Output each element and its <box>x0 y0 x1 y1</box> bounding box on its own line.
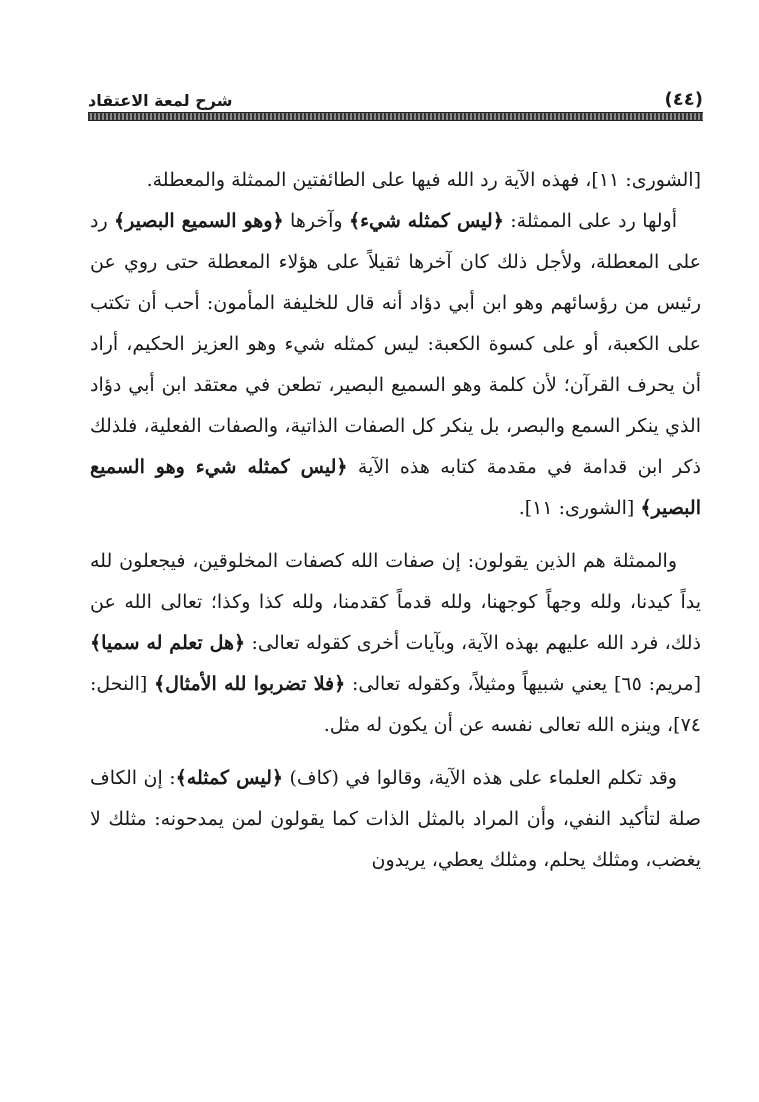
paragraph-4 <box>90 758 701 881</box>
text-segment: والممثلة هم الذين يقولون: إن صفات الله كصفات المخلوقين، فيجعلون لله يداً كيدنا، ولله وجهاً كوجهنا، ولله قدماً كقدمنا، ولله كذا وكذا؛ تعالى الله عن ذلك، فرد الله عليهم بهذه الآية، وبآيات أخرى كقوله تعالى: <box>90 550 702 654</box>
text-segment: [الشورى: ١١]، فهذه الآية رد الله فيها على الطائفتين الممثلة والمعطلة. <box>146 169 701 191</box>
page-number: (٤٤) <box>664 89 703 110</box>
text-segment: [النحل: ٧٤]، وينزه الله تعالى نفسه عن أن يكون له مثل. <box>90 673 701 736</box>
text-segment: وآخرها <box>283 210 349 232</box>
paragraph-2 <box>90 201 701 529</box>
quran-verse: ﴿وهو السميع البصير﴾ <box>114 210 284 232</box>
paragraph-3 <box>90 541 701 746</box>
paragraph-1 <box>90 160 701 201</box>
book-title: شرح لمعة الاعتقاد <box>88 91 233 110</box>
quran-verse: ﴿هل تعلم له سميا﴾ <box>90 632 246 654</box>
text-segment: [مريم: ٦٥] يعني شبيهاً ومثيلاً، وكقوله تعالى: <box>345 673 701 695</box>
quran-verse: ﴿فلا تضربوا لله الأمثال﴾ <box>154 673 346 695</box>
quran-verse: ﴿ليس كمثله شيء وهو السميع البصير﴾ <box>90 456 701 519</box>
quran-verse: ﴿ليس كمثله شيء﴾ <box>348 210 504 232</box>
page-header <box>88 84 703 110</box>
text-segment: وقد تكلم العلماء على هذه الآية، وقالوا في (كاف) <box>283 767 677 789</box>
text-segment: : إن الكاف صلة لتأكيد النفي، وأن المراد بالمثل الذات كما يقولون لمن يمدحونه: مثلك لا يغضب، ومثلك يحلم، ومثلك يعطي، يريدون <box>90 767 701 871</box>
quran-verse: ﴿ليس كمثله﴾ <box>175 767 283 789</box>
page-body <box>90 148 701 881</box>
header-rule <box>88 112 703 121</box>
text-segment: أولها رد على الممثلة: <box>503 210 677 232</box>
text-segment: [الشورى: ١١]. <box>518 497 641 519</box>
text-segment: رد على المعطلة، ولأجل ذلك كان آخرها ثقيلاً على هؤلاء المعطلة حتى روي عن رئيس من رؤسائهم وهو ابن أبي دؤاد أنه قال للخليفة المأمون: أحب أن تكتب على الكعبة، أو على كسوة الكعبة: ليس كمثله شيء وهو العزيز الحكيم، أراد أن يحرف القرآن؛ لأن كلمة وهو السميع البصير، تطعن في معتقد ابن أبي دؤاد الذي ينكر السمع والبصر، بل ينكر كل الصفات الذاتية، والصفات الفعلية، فلذلك ذكر ابن قدامة في مقدمة كتابه هذه الآية <box>90 210 701 478</box>
